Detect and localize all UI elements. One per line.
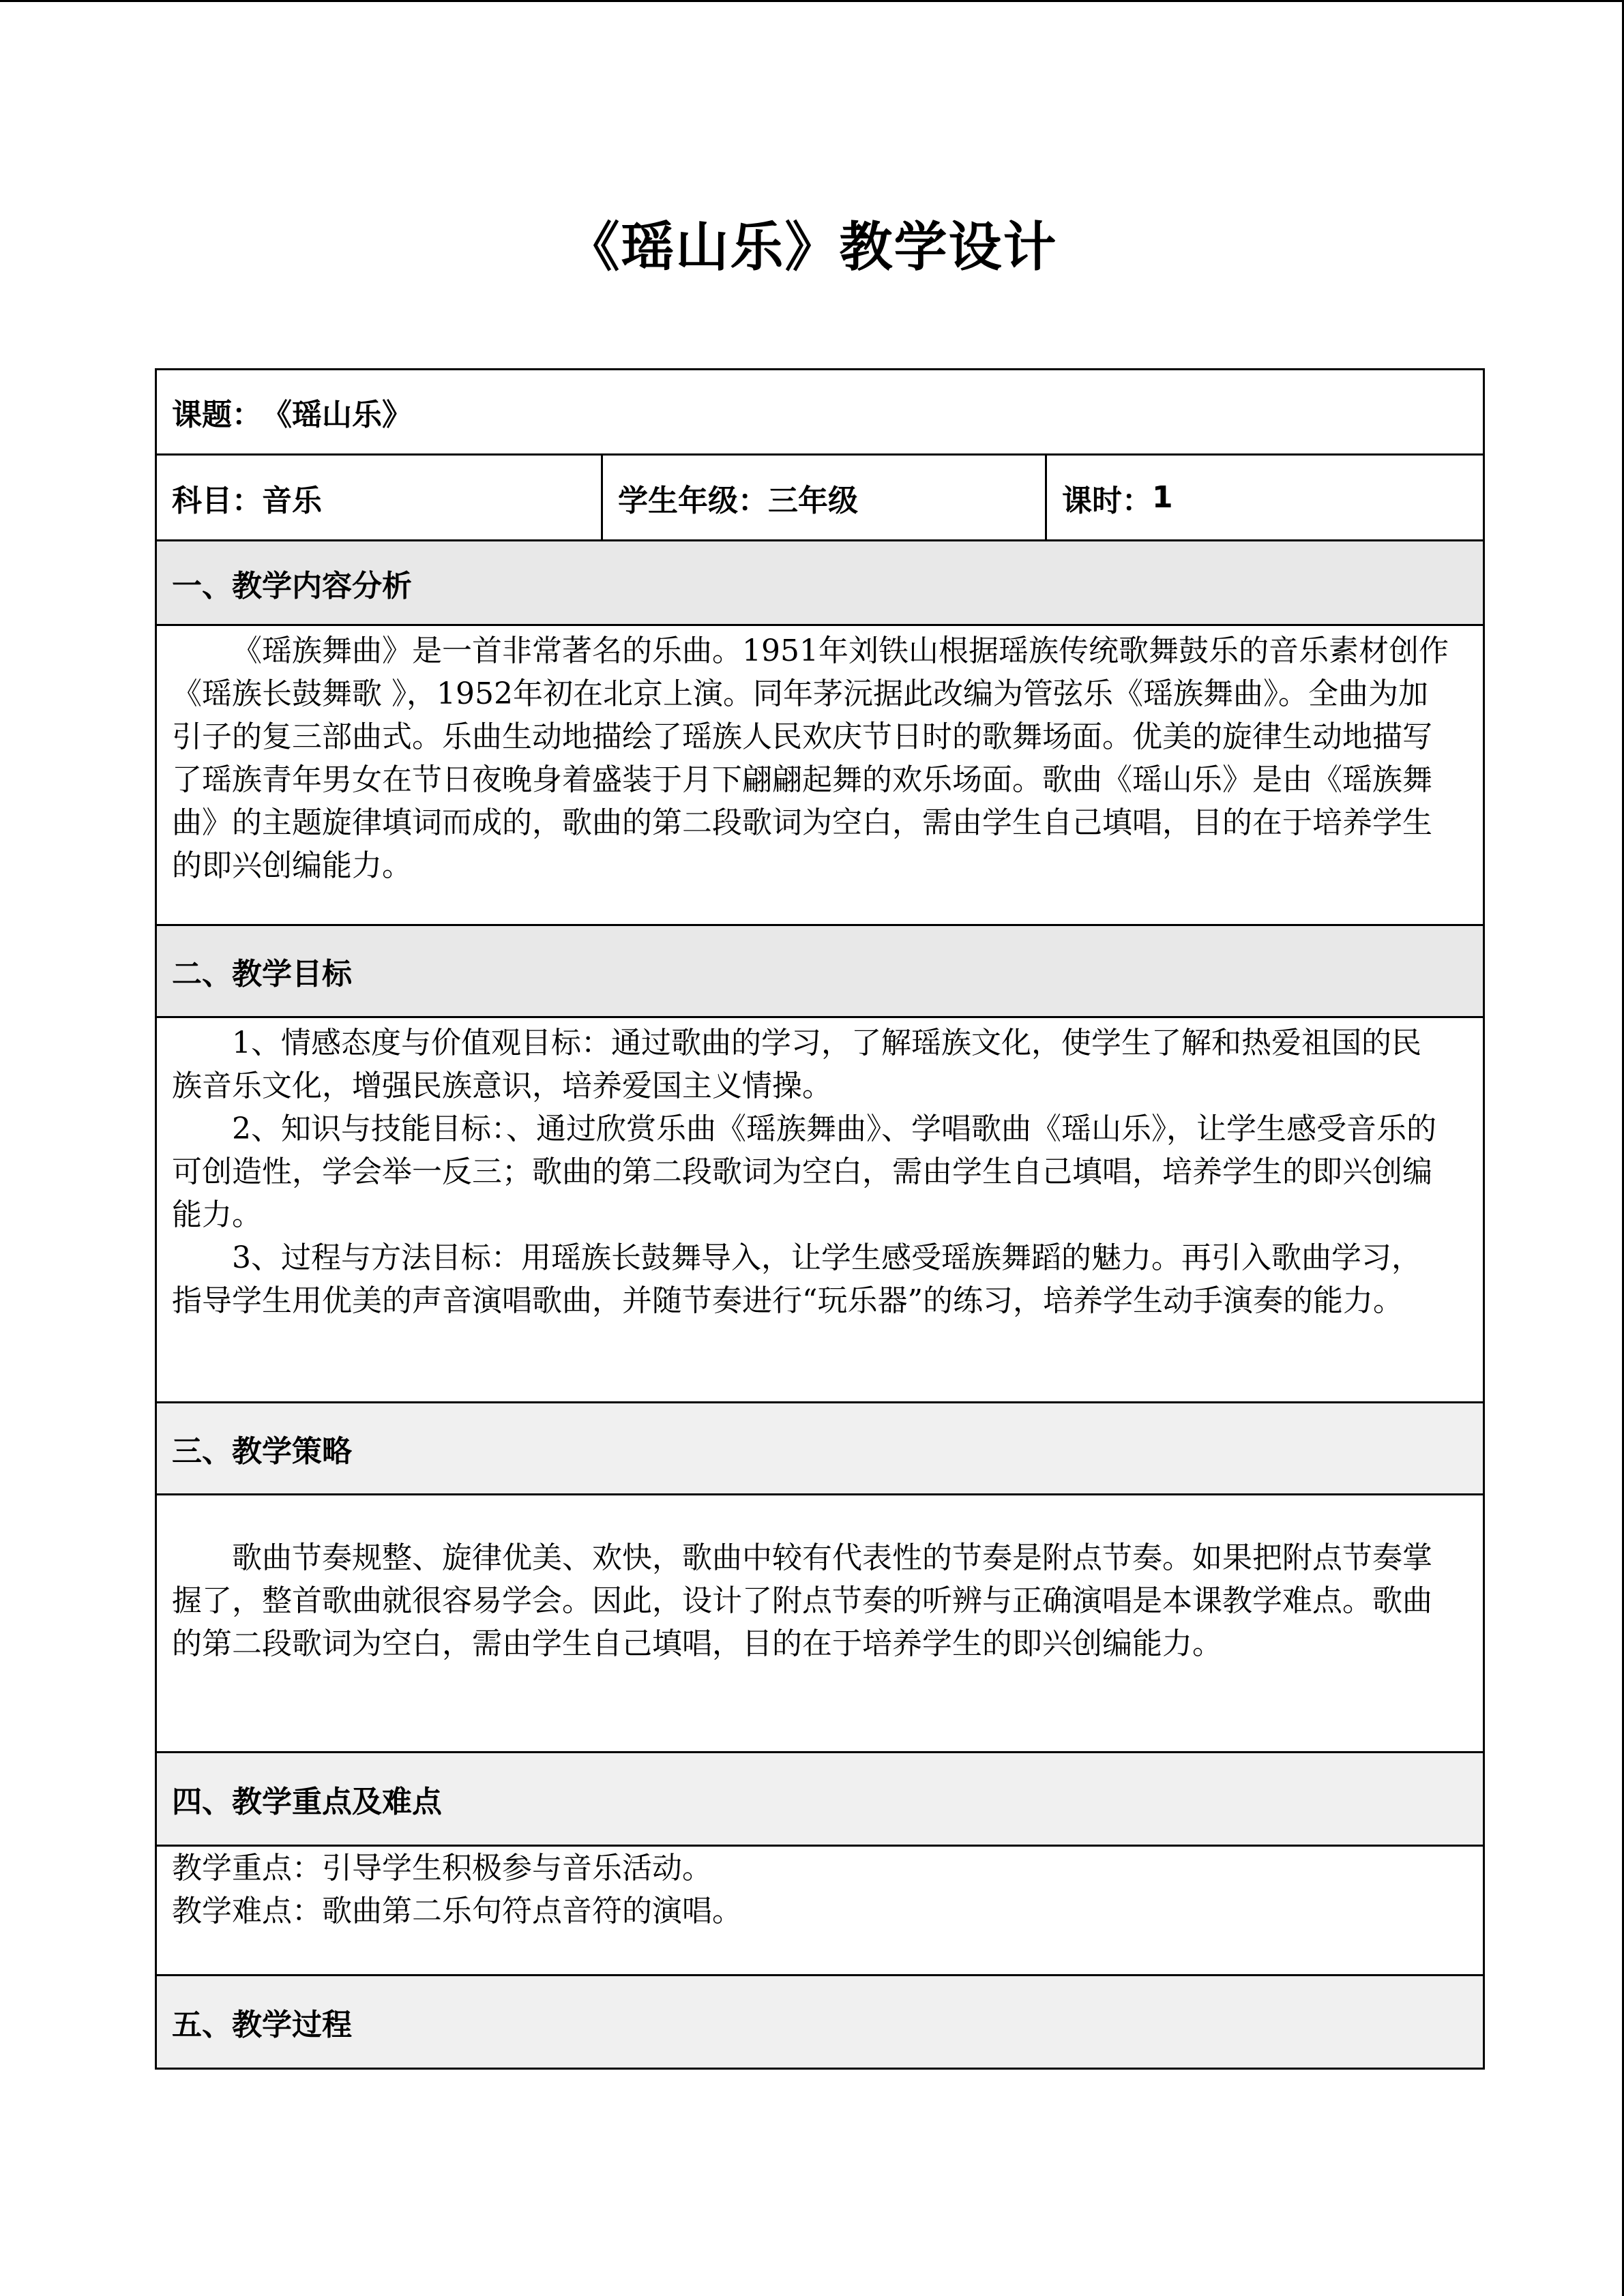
goal-knowledge: 2、知识与技能目标：、通过欣赏乐曲《瑶族舞曲》、学唱歌曲《瑶山乐》，让学生感受音乐的可创造性，学会举一反三；歌曲的第二段歌词为空白，需由学生自己填唱，培养学生的即兴创编能力。	[172, 1112, 1436, 1232]
process-heading-row	[157, 1976, 1483, 2068]
grade-label: 学生年级：	[618, 483, 768, 518]
grade-cell	[601, 456, 1045, 539]
topic-row	[157, 370, 1483, 456]
content-analysis-body	[157, 626, 1483, 924]
strategy-heading: 三、教学策略	[172, 1434, 352, 1469]
key-points-body	[157, 1847, 1483, 1974]
subject-value: 音乐	[262, 483, 322, 518]
difficulty-line: 教学难点：歌曲第二乐句符点音符的演唱。	[172, 1894, 742, 1928]
grade-value: 三年级	[768, 483, 858, 518]
goal-emotion: 1、情感态度与价值观目标：通过歌曲的学习，了解瑶族文化，使学生了解和热爱祖国的民族音乐文化，增强民族意识，培养爱国主义情操。	[172, 1026, 1421, 1103]
subject-label: 科目：	[172, 483, 262, 518]
topic-value: 《瑶山乐》	[262, 398, 412, 432]
content-analysis-paragraph: 《瑶族舞曲》是一首非常著名的乐曲。1951年刘铁山根据瑶族传统歌舞鼓乐的音乐素材创作《瑶族长鼓舞歌 》，1952年初在北京上演。同年茅沅据此改编为管弦乐《瑶族舞曲》。全曲为加引子的复三部曲式。乐曲生动地描绘了瑶族人民欢庆节日时的歌舞场面。优美的旋律生动地描写了瑶族青年男女在节日夜晚身着盛装于月下翩翩起舞的欢乐场面。歌曲《瑶山乐》是由《瑶族舞曲》的主题旋律填词而成的，歌曲的第二段歌词为空白，需由学生自己填唱，目的在于培养学生的即兴创编能力。	[172, 633, 1449, 883]
goal-process: 3、过程与方法目标：用瑶族长鼓舞导入，让学生感受瑶族舞蹈的魅力。再引入歌曲学习，指导学生用优美的声音演唱歌曲，并随节奏进行“玩乐器”的练习，培养学生动手演奏的能力。	[172, 1240, 1421, 1318]
document-title: 《瑶山乐》教学设计	[566, 217, 1058, 278]
hours-value: 1	[1152, 480, 1173, 515]
key-points-heading: 四、教学重点及难点	[172, 1785, 442, 1819]
key-point-line: 教学重点：引导学生积极参与音乐活动。	[172, 1851, 712, 1885]
strategy-body-row	[157, 1495, 1483, 1753]
hours-cell	[1045, 456, 1483, 539]
content-analysis-body-row	[157, 626, 1483, 926]
content-analysis-heading: 一、教学内容分析	[172, 568, 412, 603]
strategy-paragraph: 歌曲节奏规整、旋律优美、欢快，歌曲中较有代表性的节奏是附点节奏。如果把附点节奏掌握了，整首歌曲就很容易学会。因此，设计了附点节奏的听辨与正确演唱是本课教学难点。歌曲的第二段歌词为空白，需由学生自己填唱，目的在于培养学生的即兴创编能力。	[172, 1540, 1432, 1661]
goals-heading: 二、教学目标	[172, 957, 352, 992]
topic-label: 课题：	[172, 398, 262, 432]
subject-cell	[157, 456, 601, 539]
process-heading: 五、教学过程	[172, 2008, 352, 2042]
goals-body-row	[157, 1018, 1483, 1403]
content-analysis-heading-row	[157, 541, 1483, 626]
goals-heading-row	[157, 926, 1483, 1018]
strategy-heading-row	[157, 1403, 1483, 1495]
meta-row	[157, 456, 1483, 541]
lesson-plan-table	[155, 368, 1485, 2070]
key-points-heading-row	[157, 1753, 1483, 1847]
goals-body	[157, 1018, 1483, 1401]
strategy-body	[157, 1495, 1483, 1751]
hours-label: 课时：	[1062, 483, 1152, 518]
topic-cell	[157, 370, 1483, 453]
key-points-body-row	[157, 1847, 1483, 1976]
